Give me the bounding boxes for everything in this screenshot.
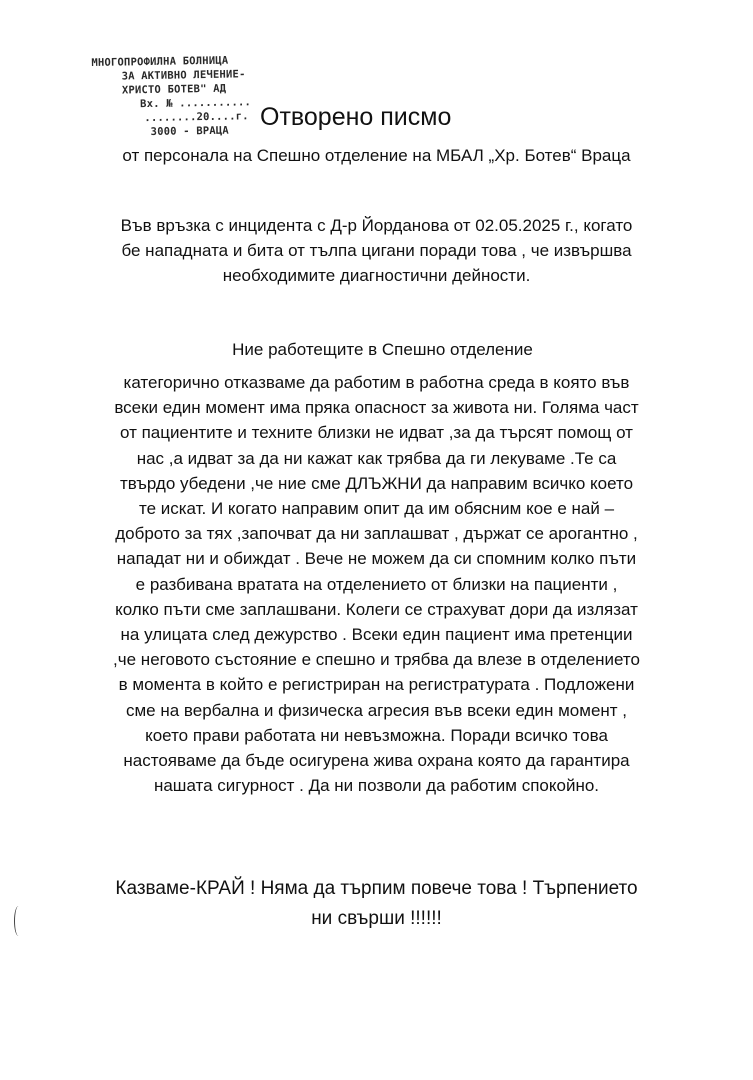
body-line: нападат ни и обиждат . Вече не можем да си спомним колко пъти [116,549,637,569]
stamp-line: ........20....г. [144,110,249,125]
stamp-line: ЗА АКТИВНО ЛЕЧЕНИЕ- [121,68,246,83]
letter-subtitle: от персонала на Спешно отделение на МБАЛ „Хр. Ботев“ Враца [122,146,631,165]
margin-bracket-mark [14,906,23,936]
intro-line: Във връзка с инцидента с Д-р Йорданова от 02.05.2025 г., когато [120,216,633,235]
body-line: в момента в който е регистриран на регистратурата . Подложени [118,675,635,695]
body-line: на улицата след дежурство . Всеки един пациент има претенции [120,625,633,645]
body-line: е разбивана вратата на отделението от близки на пациенти , [135,574,618,594]
intro-paragraph [40,213,713,288]
body-line: нашата сигурност . Да ни позволи да работим спокойно. [153,776,600,796]
intro-line: необходимите диагностични дейности. [222,266,531,285]
body-line: доброто за тях ,започват да ни заплашват , държат се арогантно , [115,524,638,544]
body-line: колко пъти сме заплашвани. Колеги се страхуват дори да излязат [115,599,638,619]
stamp-line: 3000 - ВРАЦА [150,124,229,138]
body-line: те искат. И когато направим опит да им обясним кое е най – [138,499,615,519]
intro-line: бе нападната и бита от тълпа цигани поради това , че извършва [121,241,632,260]
body-line: което прави работата ни невъзможна. Поради всичко това [145,725,608,745]
body-line: от пациентите и техните близки не идват ,за да търсят помощ от [120,423,633,443]
body-line: нас ,а идват за да ни кажат как трябва да ги лекуваме .Те са [136,448,617,468]
body-line: ,че неговото състояние е спешно и трябва да влезе в отделението [113,650,640,670]
body-line: твърдо убедени ,че ние сме ДЛЪЖНИ да направим всичко което [119,473,634,493]
body-line: настояваме да бъде осигурена жива охрана която да гарантира [123,751,630,771]
closing-line: ни свърши !!!!!! [311,908,442,929]
stamp-line: МНОГОПРОФИЛНА БОЛНИЦА [91,54,229,70]
body-line: сме на вербална и физическа агресия във всеки един момент , [125,700,628,720]
closing-statement [40,874,713,934]
body-paragraph [40,370,713,798]
body-line: всеки един момент има пряка опасност за живота ни. Голяма част [114,398,639,418]
section-heading: Ние работещите в Спешно отделение [232,340,533,359]
body-line: категорично отказваме да работим в работна среда в която във [123,373,630,392]
letter-title: Отворено писмо [260,103,452,131]
stamp-line: Вх. № ........... [140,96,252,111]
closing-line: Казваме-КРАЙ ! Няма да търпим повече това ! Търпението [115,878,638,899]
stamp-line: ХРИСТО БОТЕВ" АД [121,82,227,97]
